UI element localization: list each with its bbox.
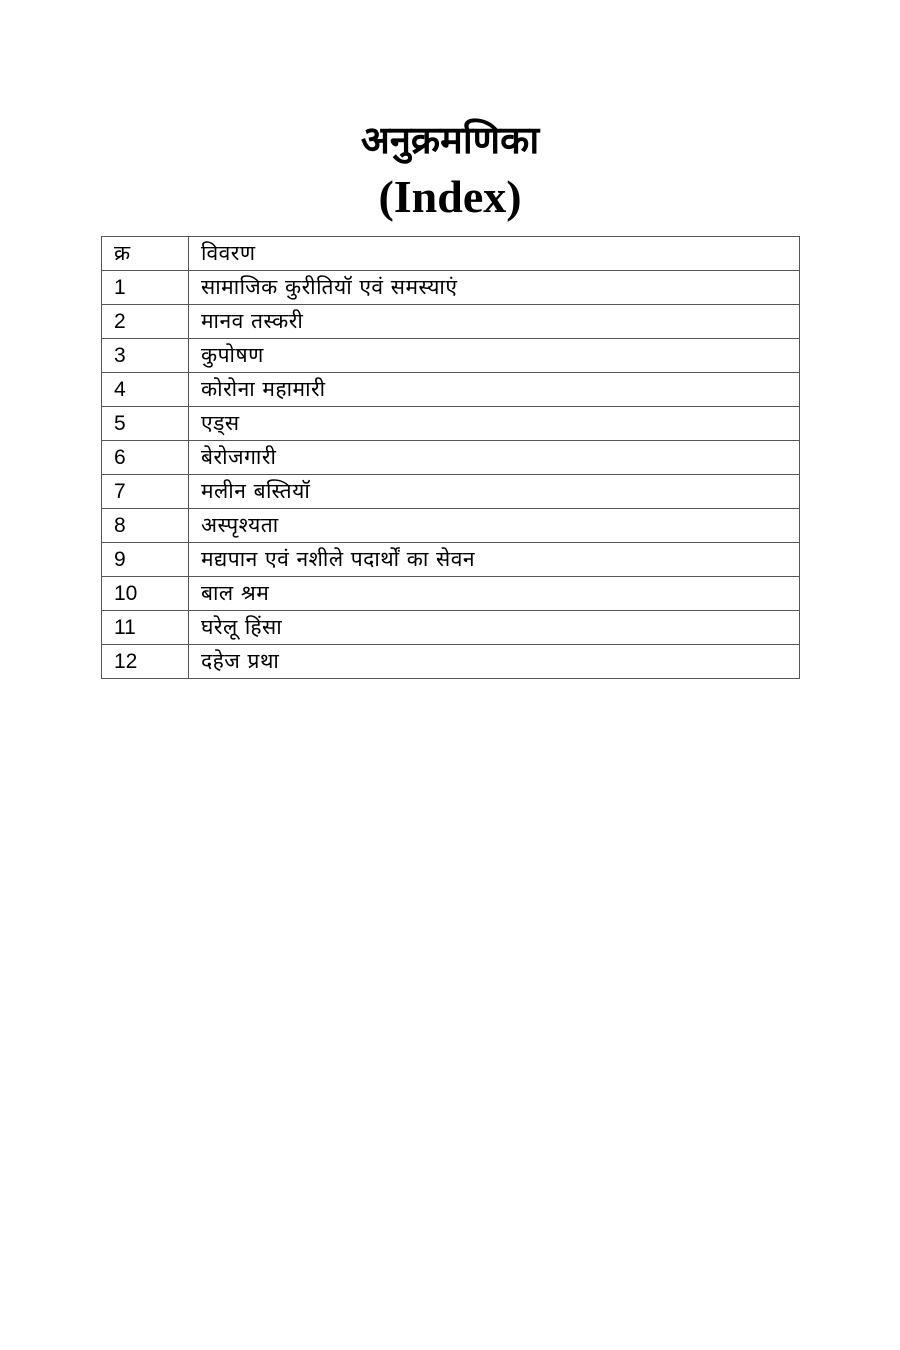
page-title-hindi: अनुक्रमणिका — [360, 118, 540, 162]
index-table — [101, 236, 800, 679]
row-description: घरेलू हिंसा — [189, 611, 800, 645]
row-description: अस्पृश्यता — [189, 509, 800, 543]
row-number: 6 — [102, 441, 189, 475]
table-header-row — [102, 237, 800, 271]
table-row — [102, 611, 800, 645]
row-number: 5 — [102, 407, 189, 441]
row-description: कोरोना महामारी — [189, 373, 800, 407]
page-title-english: (Index) — [378, 171, 522, 222]
row-description: मलीन बस्तियॉ — [189, 475, 800, 509]
table-row — [102, 407, 800, 441]
row-description: एड्स — [189, 407, 800, 441]
row-description: कुपोषण — [189, 339, 800, 373]
row-description: मानव तस्करी — [189, 305, 800, 339]
row-number: 12 — [102, 645, 189, 679]
table-row — [102, 305, 800, 339]
header-cell-serial: क्र — [102, 237, 189, 271]
row-number: 4 — [102, 373, 189, 407]
table-row — [102, 373, 800, 407]
header-cell-description: विवरण — [189, 237, 800, 271]
row-description: बाल श्रम — [189, 577, 800, 611]
table-row — [102, 339, 800, 373]
row-number: 1 — [102, 271, 189, 305]
row-description: दहेज प्रथा — [189, 645, 800, 679]
table-row — [102, 475, 800, 509]
row-description: बेरोजगारी — [189, 441, 800, 475]
table-row — [102, 577, 800, 611]
row-number: 8 — [102, 509, 189, 543]
table-row — [102, 441, 800, 475]
row-number: 9 — [102, 543, 189, 577]
table-row — [102, 543, 800, 577]
table-row — [102, 271, 800, 305]
table-row — [102, 645, 800, 679]
row-number: 2 — [102, 305, 189, 339]
row-number: 11 — [102, 611, 189, 645]
row-number: 10 — [102, 577, 189, 611]
row-number: 3 — [102, 339, 189, 373]
row-description: मद्यपान एवं नशीले पदार्थों का सेवन — [189, 543, 800, 577]
table-row — [102, 509, 800, 543]
row-description: सामाजिक कुरीतियॉ एवं समस्याएं — [189, 271, 800, 305]
row-number: 7 — [102, 475, 189, 509]
